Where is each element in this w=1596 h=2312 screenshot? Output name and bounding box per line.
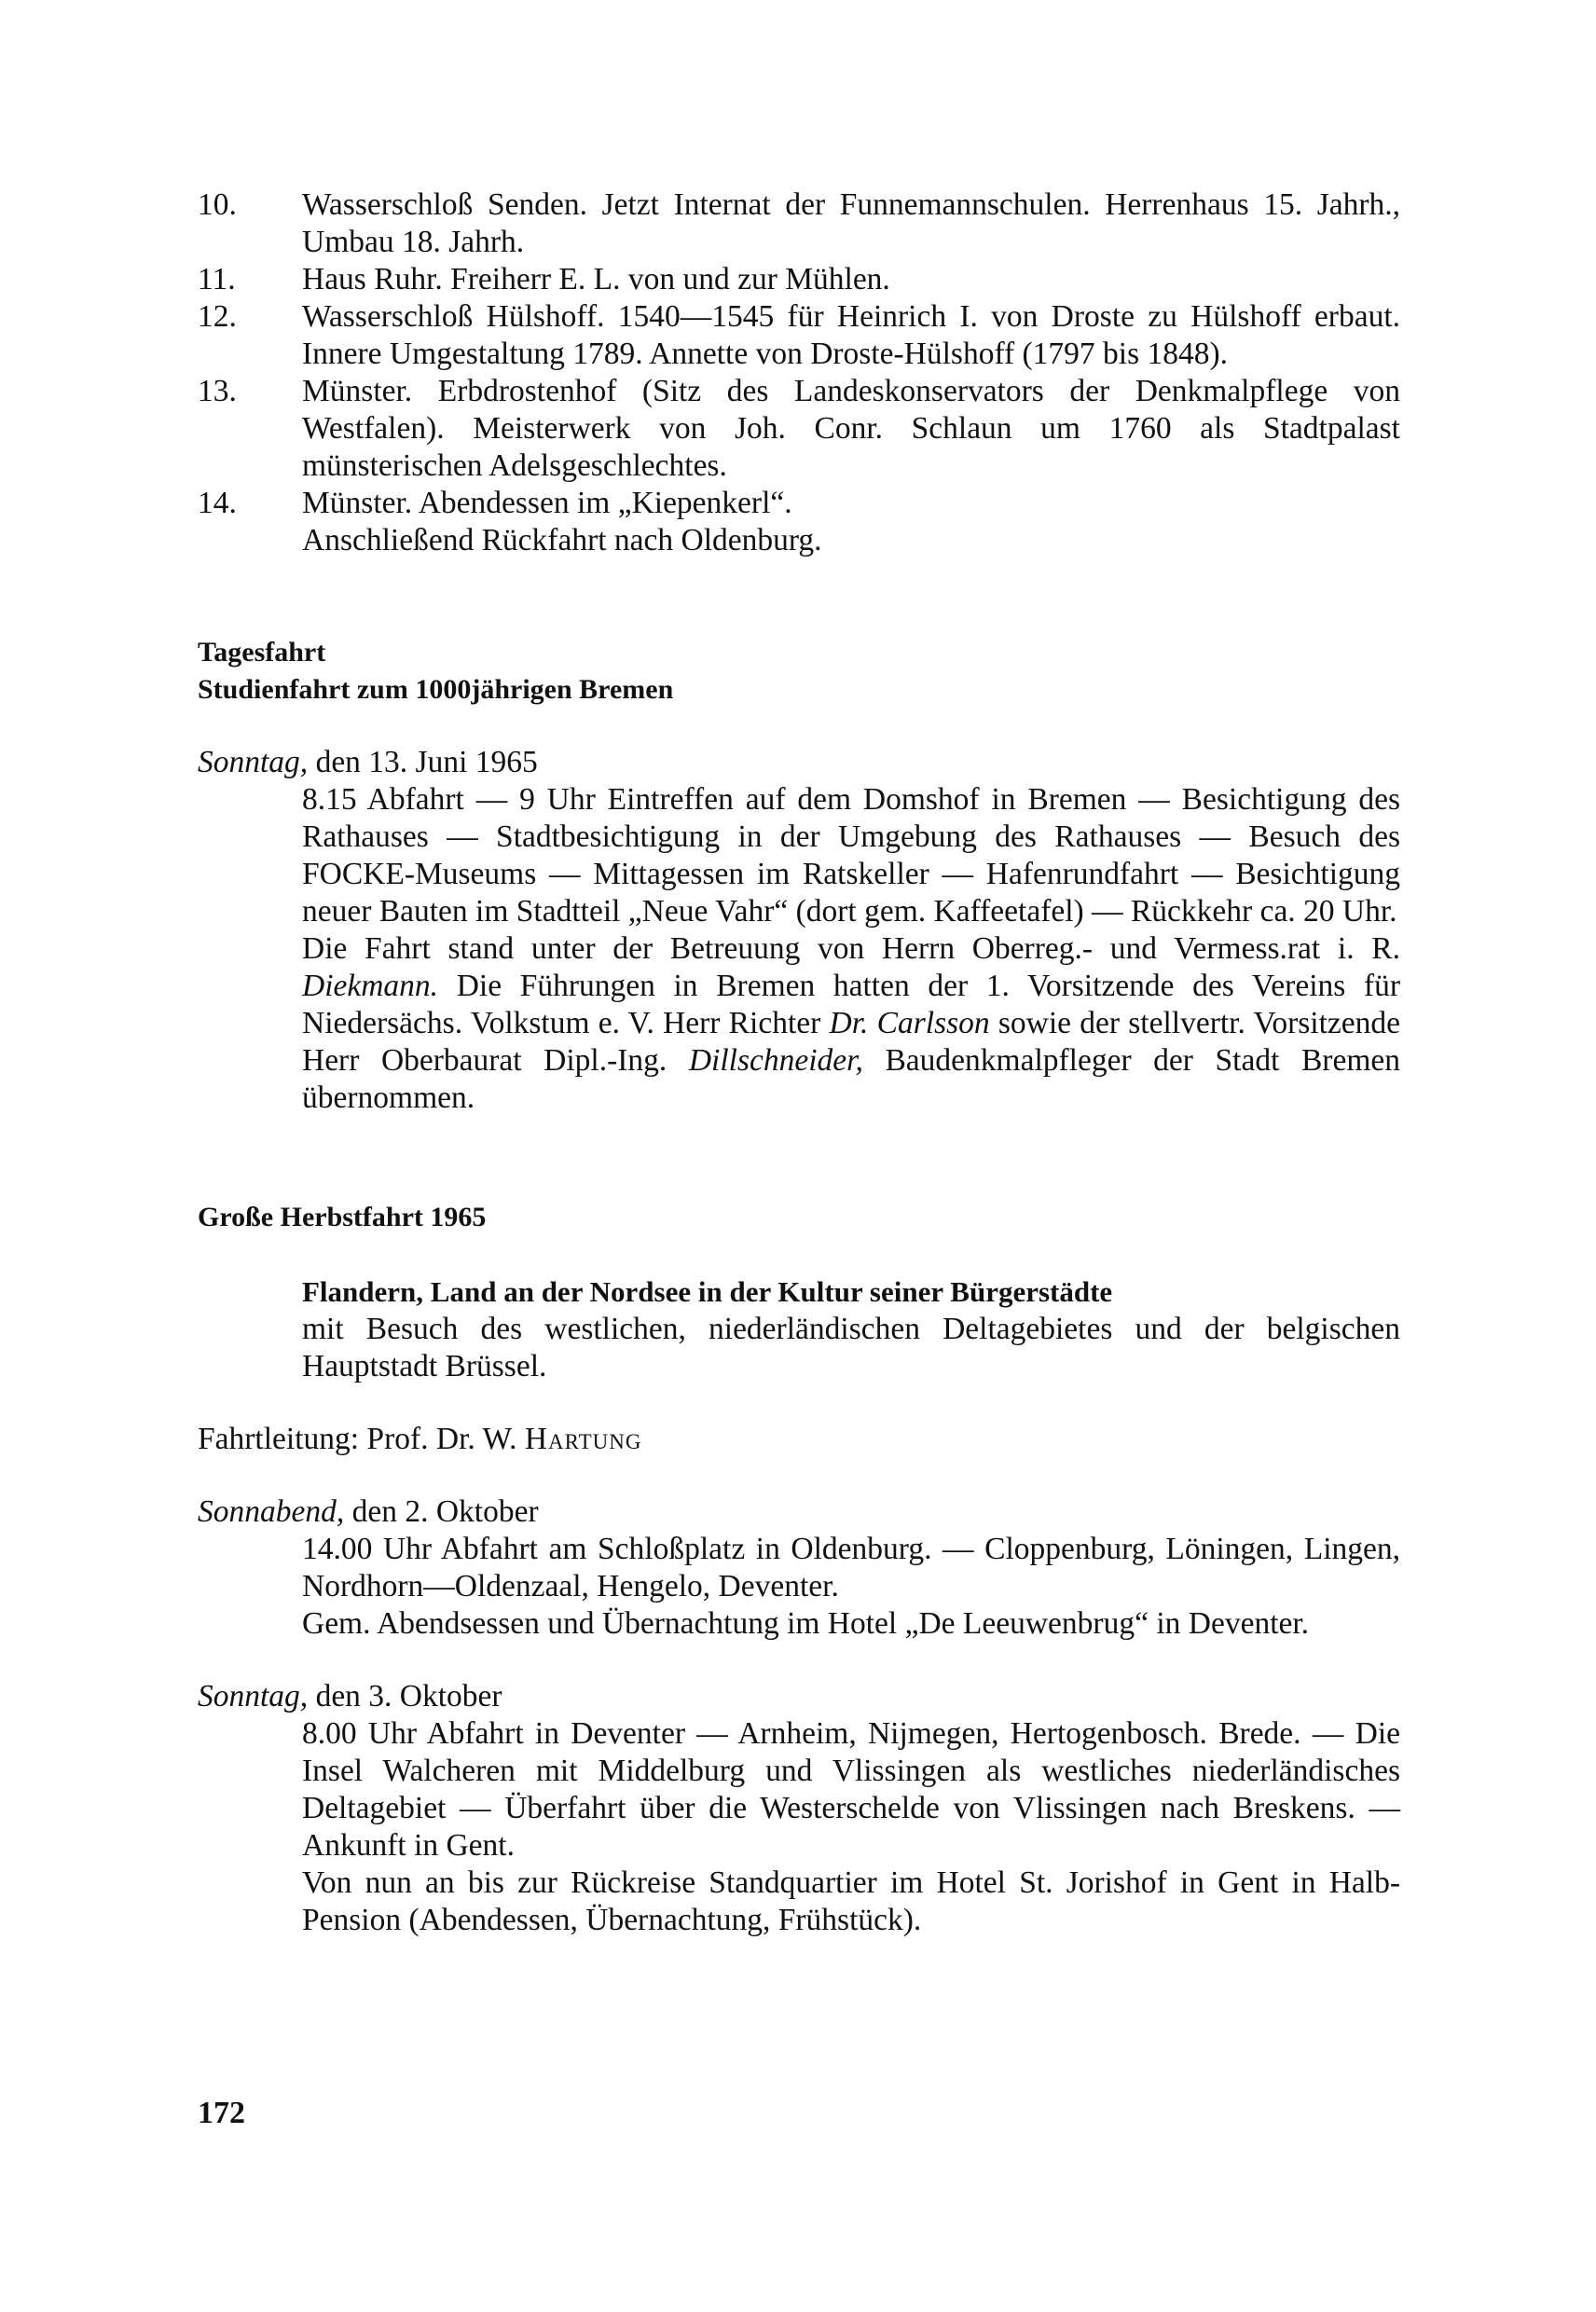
- date-text: den 2. Oktober: [344, 1494, 539, 1529]
- section-heading: Große Herbstfahrt 1965: [198, 1202, 487, 1232]
- section-subheading: Flandern, Land an der Nordsee in der Kultur seiner Bürgerstädte: [302, 1275, 1113, 1308]
- program-paragraph: 8.15 Abfahrt — 9 Uhr Eintreffen auf dem Domshof in Bremen — Besichtigung des Rathauses — Stadtbesichtigung in der Umgebung des Rathauses — Besuch des FOCKE-Museums — Mittagessen im Ratskeller — Hafenrundfahrt — Besichtigung neuer Bauten im Stadtteil „Neue Vahr“ (dort gem. Kaffeetafel) — Rückkehr ca. 20 Uhr.: [302, 782, 1400, 929]
- leader-name: Hartung: [524, 1422, 642, 1456]
- date-weekday: Sonntag,: [198, 1679, 309, 1713]
- section-subheading: Studienfahrt zum 1000jährigen Bremen: [198, 674, 674, 705]
- list-item: [198, 261, 1400, 298]
- date-line: [198, 1678, 1400, 1715]
- person-name: Diekmann.: [302, 969, 439, 1003]
- list-item-number: 14.: [198, 486, 237, 520]
- list-item: [198, 186, 1400, 261]
- herbstfahrt-section: [198, 1199, 1400, 1939]
- list-item-text: Münster. Erbdrostenhof (Sitz des Landeskonservators der Denkmalpflege von Westfalen). Meisterwerk von Joh. Conr. Schlaun um 1760 als Stadtpalast münsterischen Adelsgeschlechtes.: [302, 374, 1400, 483]
- list-item-number: 11.: [198, 262, 236, 296]
- list-tail: Anschließend Rückfahrt nach Oldenburg.: [302, 523, 822, 557]
- program-paragraph: Gem. Abendsessen und Übernachtung im Hotel „De Leeuwenbrug“ in Deventer.: [302, 1606, 1310, 1641]
- date-line: [198, 1493, 1400, 1531]
- list-item-number: 13.: [198, 374, 237, 408]
- page-content: [198, 186, 1400, 1939]
- tagesfahrt-section: [198, 634, 1400, 1117]
- para-text: Die Fahrt stand unter der Betreuung von Herrn Oberreg.- und Vermess.rat i. R.: [302, 931, 1400, 966]
- leader-prefix: Fahrtleitung: Prof. Dr. W.: [198, 1422, 525, 1456]
- list-item-text: Wasserschloß Senden. Jetzt Internat der Funnemannschulen. Herrenhaus 15. Jahrh., Umbau 18. Jahrh.: [302, 187, 1400, 259]
- program-paragraph: 14.00 Uhr Abfahrt am Schloßplatz in Oldenburg. — Cloppenburg, Löningen, Lingen, Nordhorn—Oldenzaal, Hengelo, Deventer.: [302, 1532, 1400, 1603]
- date-weekday: Sonntag,: [198, 745, 309, 779]
- list-item: [198, 373, 1400, 485]
- list-item-text: Haus Ruhr. Freiherr E. L. von und zur Mühlen.: [302, 262, 890, 296]
- section-subtext: mit Besuch des westlichen, niederländischen Deltagebietes und der belgischen Hauptstadt Brüssel.: [302, 1312, 1400, 1383]
- list-item: [198, 298, 1400, 373]
- list-item-number: 10.: [198, 187, 237, 222]
- para-text: sowie der stellvertr. Vorsitzende Herr Oberbaurat Dipl.-Ing.: [302, 1006, 1401, 1078]
- date-text: den 3. Oktober: [308, 1679, 502, 1713]
- date-line: [198, 744, 1400, 781]
- page-number: 172: [198, 2096, 245, 2130]
- list-item-text: Münster. Abendessen im „Kiepenkerl“.: [302, 486, 792, 520]
- person-name: Dillschneider,: [688, 1043, 863, 1078]
- date-weekday: Sonnabend,: [198, 1494, 345, 1529]
- list-item: [198, 485, 1400, 522]
- list-item-number: 12.: [198, 299, 237, 334]
- supervision-paragraph: [302, 930, 1400, 1117]
- tour-leader: [198, 1421, 1400, 1458]
- numbered-list: [198, 186, 1400, 559]
- para-text: Baudenkmalpfleger der Stadt Bremen übernommen.: [302, 1043, 1400, 1115]
- program-paragraph: 8.00 Uhr Abfahrt in Deventer — Arnheim, Nijmegen, Hertogenbosch. Brede. — Die Insel Walcheren mit Middelburg und Vlissingen als westliches niederländisches Deltagebiet — Überfahrt über die Westerschelde von Vlissingen nach Breskens. — Ankunft in Gent.: [302, 1716, 1400, 1863]
- section-heading: Tagesfahrt: [198, 637, 326, 667]
- person-name: Dr. Carlsson: [829, 1006, 990, 1040]
- program-paragraph: Von nun an bis zur Rückreise Standquartier im Hotel St. Jorishof in Gent in Halb-Pension (Abendessen, Übernachtung, Frühstück).: [302, 1865, 1400, 1937]
- para-text: Die Führungen in Bremen hatten der 1. Vorsitzende des Vereins für Niedersächs. Volkstum e. V. Herr Richter: [302, 969, 1400, 1040]
- list-item-text: Wasserschloß Hülshoff. 1540—1545 für Heinrich I. von Droste zu Hülshoff erbaut. Innere Umgestaltung 1789. Annette von Droste-Hülshoff (1797 bis 1848).: [302, 299, 1400, 371]
- date-text: den 13. Juni 1965: [308, 745, 538, 779]
